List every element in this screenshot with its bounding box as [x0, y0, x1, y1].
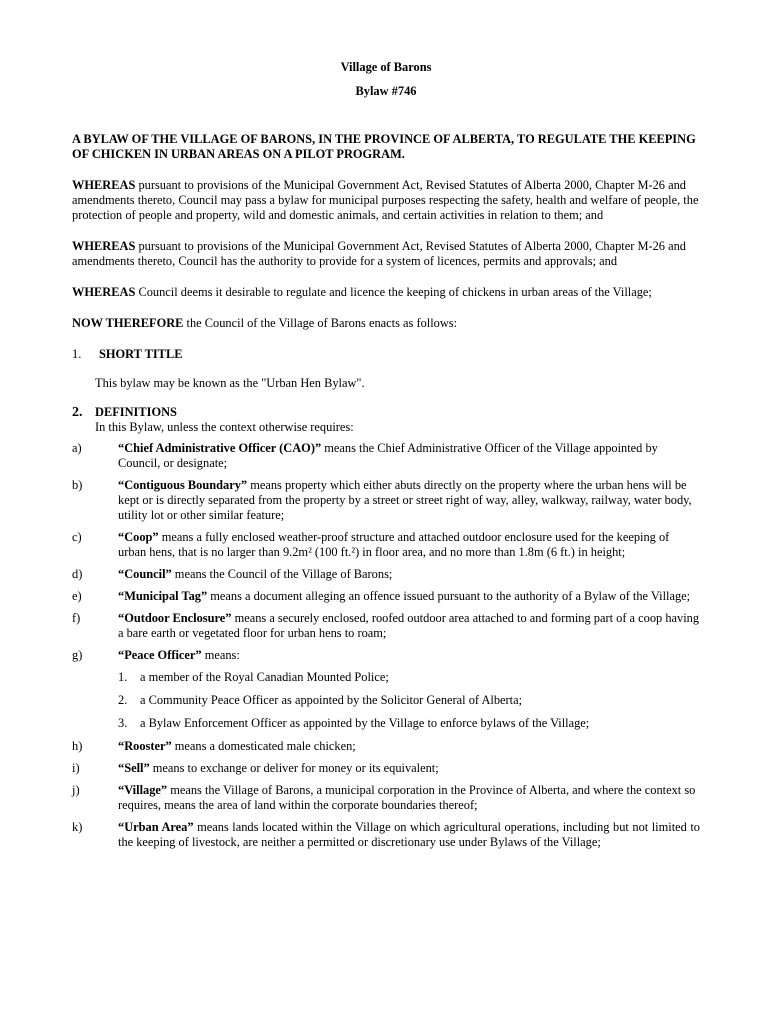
definition-letter: g): [72, 648, 83, 662]
whereas-text: pursuant to provisions of the Municipal Government Act, Revised Statutes of Alberta 2000, Chapter M-26 and amendments thereto, Council has the authority to provide for a system of licences, permits and approvals; and: [72, 239, 686, 268]
definition-item: [72, 589, 700, 604]
definition-text: means lands located within the Village on which agricultural operations, including but not limited to the keeping of livestock, are neither a permitted or discretionary use under Bylaws of the Village;: [118, 820, 700, 849]
definition-item: [72, 567, 700, 582]
definition-term: “Sell”: [118, 761, 150, 775]
bylaw-number: Bylaw #746: [355, 84, 417, 98]
section-short-title: [72, 347, 700, 362]
definition-item: [72, 611, 700, 641]
peace-officer-item: [118, 693, 700, 708]
definition-term: “Chief Administrative Officer (CAO)”: [118, 441, 322, 455]
definition-item: [72, 783, 700, 813]
item-number: 1.: [118, 670, 128, 684]
whereas-lead: WHEREAS: [72, 178, 136, 192]
definition-term: “Contiguous Boundary”: [118, 478, 248, 492]
section-number: 2.: [72, 405, 83, 420]
item-number: 2.: [118, 693, 128, 707]
definition-letter: j): [72, 783, 80, 797]
whereas-lead: WHEREAS: [72, 285, 136, 299]
whereas-clause-3: [72, 285, 700, 300]
item-text: a Bylaw Enforcement Officer as appointed by the Village to enforce bylaws of the Village;: [140, 716, 590, 730]
definition-letter: h): [72, 739, 83, 753]
definition-term: “Coop”: [118, 530, 159, 544]
section-title: DEFINITIONS: [95, 405, 177, 419]
definition-letter: k): [72, 820, 83, 834]
definition-letter: f): [72, 611, 81, 625]
definition-text: means a domesticated male chicken;: [171, 739, 356, 753]
section-title: SHORT TITLE: [99, 347, 183, 361]
definition-letter: c): [72, 530, 82, 544]
item-number: 3.: [118, 716, 128, 730]
definition-term: “Peace Officer”: [118, 648, 202, 662]
definition-text: means the Chief Administrative Officer of the Village appointed by Council, or designate;: [118, 441, 658, 470]
definition-text: means to exchange or deliver for money or its equivalent;: [149, 761, 439, 775]
definition-item: [72, 820, 700, 850]
short-title-text: This bylaw may be known as the "Urban Hen Bylaw".: [95, 376, 365, 390]
definition-term: “Village”: [118, 783, 168, 797]
definition-text: means property which either abuts directly on the property where the urban hens will be kept or is directly separated from the property by a street or street right of way, alley, walkway, railway, water body, utility lot or other similar feature;: [118, 478, 692, 522]
section-number: 1.: [72, 347, 82, 361]
enacting-text: the Council of the Village of Barons enacts as follows:: [183, 316, 458, 330]
definition-text: means the Village of Barons, a municipal corporation in the Province of Alberta, and where the context so requires, means the area of land within the corporate boundaries thereof;: [118, 783, 696, 812]
enacting-lead: NOW THEREFORE: [72, 316, 184, 330]
definitions-list: [72, 441, 700, 850]
definition-term: “Rooster”: [118, 739, 172, 753]
peace-officer-item: [118, 670, 700, 685]
peace-officer-item: [118, 716, 700, 731]
definition-letter: e): [72, 589, 82, 603]
definition-term: “Outdoor Enclosure”: [118, 611, 232, 625]
whereas-clause-1: [72, 178, 700, 223]
bylaw-heading: A BYLAW OF THE VILLAGE OF BARONS, IN THE PROVINCE OF ALBERTA, TO REGULATE THE KEEPING OF CHICKEN IN URBAN AREAS ON A PILOT PROGRAM.: [72, 132, 696, 161]
whereas-text: Council deems it desirable to regulate and licence the keeping of chickens in urban areas of the Village;: [135, 285, 652, 299]
section-definitions: [72, 405, 700, 435]
whereas-lead: WHEREAS: [72, 239, 136, 253]
definition-term: “Council”: [118, 567, 172, 581]
definition-letter: d): [72, 567, 83, 581]
definition-letter: b): [72, 478, 83, 492]
enacting-clause: [72, 316, 700, 331]
definition-item: [72, 739, 700, 754]
whereas-clause-2: [72, 239, 700, 269]
definition-item: [72, 441, 700, 471]
definition-text: means a securely enclosed, roofed outdoor area attached to and forming part of a coop having a bare earth or vegetated floor for urban hens to roam;: [118, 611, 700, 640]
definition-item: [72, 761, 700, 776]
document-page: [72, 60, 700, 857]
village-title: Village of Barons: [340, 60, 432, 74]
whereas-text: pursuant to provisions of the Municipal Government Act, Revised Statutes of Alberta 2000, Chapter M-26 and amendments thereto, Council may pass a bylaw for municipal purposes respecting the safety, health and welfare of people, the protection of people and property, wild and domestic animals, and certain activities in relation to them; and: [72, 178, 699, 222]
definitions-intro: In this Bylaw, unless the context otherwise requires:: [95, 420, 354, 434]
definition-text: means a document alleging an offence issued pursuant to the authority of a Bylaw of the Village;: [207, 589, 691, 603]
item-text: a Community Peace Officer as appointed by the Solicitor General of Alberta;: [140, 693, 523, 707]
definition-item: [72, 478, 700, 523]
definition-term: “Municipal Tag”: [118, 589, 208, 603]
definition-letter: i): [72, 761, 80, 775]
definition-letter: a): [72, 441, 82, 455]
item-text: a member of the Royal Canadian Mounted Police;: [140, 670, 389, 684]
definition-term: “Urban Area”: [118, 820, 194, 834]
definition-text: means a fully enclosed weather-proof structure and attached outdoor enclosure used for the keeping of urban hens, that is no larger than 9.2m² (100 ft.²) in floor area, and no more than 1.8m (6 ft.) in height;: [118, 530, 670, 559]
definition-item: [72, 530, 700, 560]
definition-item: [72, 648, 700, 663]
definition-text: means:: [201, 648, 240, 662]
definition-text: means the Council of the Village of Barons;: [171, 567, 393, 581]
